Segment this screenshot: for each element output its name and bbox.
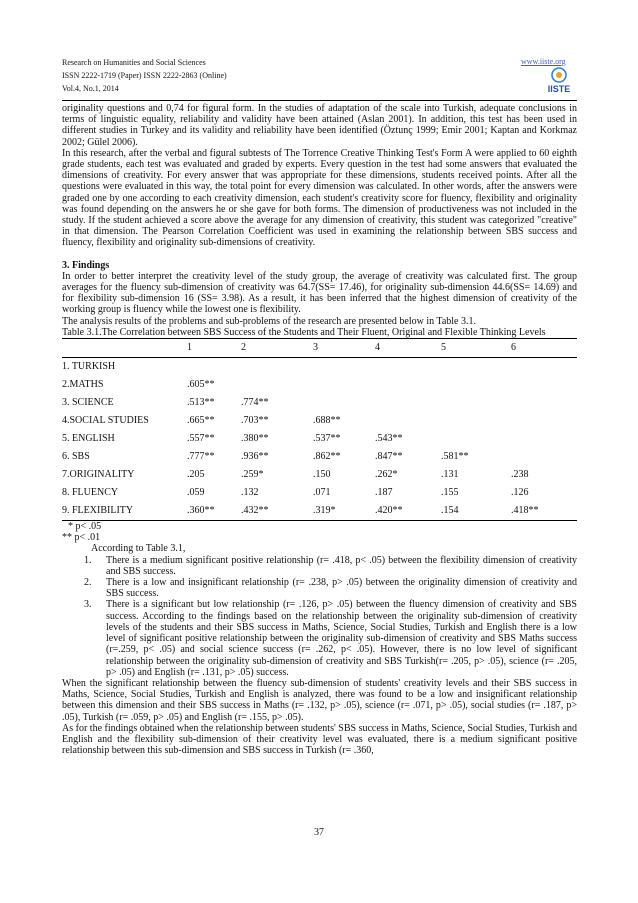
- list-item: [62, 577, 577, 599]
- table-cell: [441, 394, 511, 412]
- table-cell: [441, 430, 511, 448]
- table-cell: .420**: [375, 502, 441, 521]
- table-cell: .360**: [187, 502, 241, 521]
- table-cell: [313, 376, 375, 394]
- table-cell: .605**: [187, 379, 215, 391]
- paragraph: When the significant relationship between the fluency sub-dimension of students' creativity levels and their SBS success in Maths, Science, Social Studies, Turkish and English is analyzed, there was found to be a low and insignificant relationship between this dimension and their SBS success in Maths (r= .132, p> .05), science (r= .071, p> .05), social studies (r= .187, p> .05), Turkish (r= .059, p> .05) and English (r= .155, p> .05).: [62, 677, 577, 723]
- table-cell: .543**: [375, 433, 403, 445]
- table-header-cell: 1: [187, 339, 241, 358]
- table-row: [62, 430, 577, 448]
- table-cell: .059: [187, 487, 205, 499]
- table-cell: .777**: [187, 451, 215, 463]
- row-label: 2.MATHS: [62, 379, 104, 391]
- paragraph: In this research, after the verbal and figural subtests of The Torrence Creative Thinking Test's Form A were applied to 60 eighth grade students, each test was evaluated and graded by experts. Every question in the test had some answers that evaluated the dimensions of creativity. For every answer that was appropriate for these dimensions, students received points. After all the questions were evaluated in this way, the total point for every dimension was calculated. In other words, after the answers were graded one by one according to each creativity dimension, each student's creativity score for fluency, flexibility and originality was found depending on the answers he or she gave for both forms. The dimension of productiveness was not included in the study. If the student achieved a score above the average for any dimension of creativity, this student was categorized "creative" in that dimension. The Pearson Correlation Coefficient was used in examining the relationship between SBS success and fluency, flexibility and originality sub-dimensions of creativity.: [62, 147, 577, 249]
- table-cell: [313, 358, 375, 377]
- table-row: [62, 358, 577, 377]
- paragraph: As for the findings obtained when the relationship between students' SBS success in Maths, Science, Social Studies, Turkish and English and the flexibility sub-dimension of their creativity level was evaluated, there is a medium significant positive relationship between this sub-dimension and SBS success in Turkish (r= .360,: [62, 722, 577, 757]
- list-item: [62, 599, 577, 677]
- table-header-cell: 2: [241, 339, 313, 358]
- table-cell: [187, 358, 241, 377]
- table-cell: [511, 376, 577, 394]
- table-cell: .259*: [241, 469, 264, 481]
- table-cell: [375, 412, 441, 430]
- table-cell: .155: [441, 487, 459, 499]
- table-cell: [241, 358, 313, 377]
- table-cell: [375, 394, 441, 412]
- row-label: 3. SCIENCE: [62, 397, 114, 409]
- paragraph: The analysis results of the problems and sub-problems of the research are presented below in Table 3.1.: [62, 315, 476, 327]
- iiste-logo: [538, 66, 580, 94]
- table-cell: .688**: [313, 415, 341, 427]
- table-cell: .665**: [187, 415, 215, 427]
- table-cell: .262*: [375, 469, 398, 481]
- section-heading: 3. Findings: [62, 259, 110, 271]
- row-label: 6. SBS: [62, 451, 90, 463]
- issn-line: ISSN 2222-1719 (Paper) ISSN 2222-2863 (Online): [62, 71, 227, 80]
- table-cell: .862**: [313, 451, 341, 463]
- list-number: 2.: [84, 577, 92, 589]
- significance-note: ** p< .01: [62, 532, 101, 544]
- table-cell: [241, 376, 313, 394]
- page-body: [62, 103, 577, 756]
- table-cell: [511, 412, 577, 430]
- table-cell: .936**: [241, 451, 269, 463]
- table-cell: .238: [511, 469, 529, 481]
- table-cell: .132: [241, 487, 259, 499]
- table-cell: .071: [313, 487, 331, 499]
- table-header-cell: 4: [375, 339, 441, 358]
- correlation-table: [62, 338, 577, 521]
- table-cell: .537**: [313, 433, 341, 445]
- list-text: There is a medium significant positive relationship (r= .418, p< .05) between the flexibility dimension of creativity and SBS success.: [106, 554, 577, 577]
- row-label: 4.SOCIAL STUDIES: [62, 415, 149, 427]
- list-text: There is a significant but low relationship (r= .126, p> .05) between the fluency dimension of creativity and SBS success. According to the findings based on the relationship between the originality sub-dimension of creativity levels of the students and their SBS success in Maths, Science, Social Studies, Turkish and English there is a low level of significant positive relationship between the originality sub-dimension of creativity and SBS Maths success (r=.259, p< .05) and social science success (r= .262, p< .05). However, there is no low level of significant relationship between the originality sub-dimension of creativity and SBS Turkish(r= .205, p> .05), science (r= .205, p> .05) and English (r= .131, p> .05) success.: [106, 599, 577, 678]
- table-header-cell: 5: [441, 339, 511, 358]
- volume-line: Vol.4, No.1, 2014: [62, 84, 119, 93]
- list-intro: According to Table 3.1,: [91, 543, 186, 555]
- table-cell: .154: [441, 502, 511, 521]
- table-header-cell: 6: [511, 339, 577, 358]
- table-header-row: [62, 339, 577, 358]
- table-cell: .581**: [441, 451, 469, 463]
- table-cell: .150: [313, 469, 331, 481]
- table-cell: [375, 376, 441, 394]
- table-cell: .432**: [241, 502, 313, 521]
- table-cell: .131: [441, 469, 459, 481]
- table-cell: .513**: [187, 397, 215, 409]
- table-cell: [441, 358, 511, 377]
- table-row: [62, 502, 577, 521]
- row-label: 8. FLUENCY: [62, 487, 119, 499]
- journal-title: Research on Humanities and Social Sciences: [62, 58, 206, 67]
- table-row: [62, 466, 577, 484]
- table-row: [62, 376, 577, 394]
- table-cell: .774**: [241, 397, 269, 409]
- table-row: [62, 484, 577, 502]
- table-row: [62, 448, 577, 466]
- row-label: 7.ORIGINALITY: [62, 469, 135, 481]
- table-cell: .847**: [375, 451, 403, 463]
- table-cell: [441, 412, 511, 430]
- row-label: 1. TURKISH: [62, 361, 116, 373]
- page-number: 37: [314, 827, 324, 838]
- table-cell: [511, 430, 577, 448]
- journal-url-link[interactable]: www.iiste.org: [521, 57, 566, 66]
- table-cell: .703**: [241, 415, 269, 427]
- table-cell: [511, 358, 577, 377]
- table-row: [62, 412, 577, 430]
- row-label: 9. FLEXIBILITY: [62, 502, 187, 521]
- row-label: 5. ENGLISH: [62, 433, 115, 445]
- logo-text: IISTE: [547, 84, 571, 94]
- findings-list: [62, 555, 577, 678]
- table-row: [62, 394, 577, 412]
- table-header-cell: [62, 339, 187, 358]
- table-cell: .126: [511, 487, 529, 499]
- table-cell: .205: [187, 469, 205, 481]
- table-caption: Table 3.1.The Correlation between SBS Success of the Students and Their Fluent, Original and Flexible Thinking Levels: [62, 326, 546, 338]
- table-cell: .187: [375, 487, 393, 499]
- list-number: 3.: [84, 599, 92, 611]
- header-rule: [62, 100, 577, 101]
- table-cell: [375, 358, 441, 377]
- significance-note: * p< .05: [68, 521, 102, 533]
- table-cell: .418**: [511, 502, 577, 521]
- table-cell: [313, 394, 375, 412]
- table-cell: .319*: [313, 502, 375, 521]
- table-cell: [441, 376, 511, 394]
- list-item: [62, 555, 577, 577]
- paragraph: originality questions and 0,74 for figural form. In the studies of adaptation of the scale into Turkish, adequate conclusions in terms of linguistic equality, reliability and validity have been attained (Aslan 2001). In addition, this test has been used in different studies in Turkey and its validity and reliability have been identified (Öztunç 1999; Emir 2001; Kaptan and Korkmaz 2002; Gülel 2006).: [62, 103, 577, 148]
- table-cell: .380**: [241, 433, 269, 445]
- table-cell: [511, 394, 577, 412]
- list-text: There is a low and insignificant relationship (r= .238, p> .05) between the originality dimension of creativity and SBS success.: [106, 577, 577, 600]
- paragraph: In order to better interpret the creativity level of the study group, the average of creativity was calculated first. The group averages for the fluency sub-dimension of creativity was 64.7(SS= 17.46), for originality sub-dimension 44.6(SS= 14.69) and for flexibility sub-dimension 16 (SS= 3.98). As a result, it has been inferred that the highest dimension of creativity of the working group is fluency while the lowest one is flexibility.: [62, 270, 577, 316]
- list-number: 1.: [84, 554, 92, 566]
- table-header-cell: 3: [313, 339, 375, 358]
- table-cell: [511, 448, 577, 466]
- table-cell: .557**: [187, 433, 215, 445]
